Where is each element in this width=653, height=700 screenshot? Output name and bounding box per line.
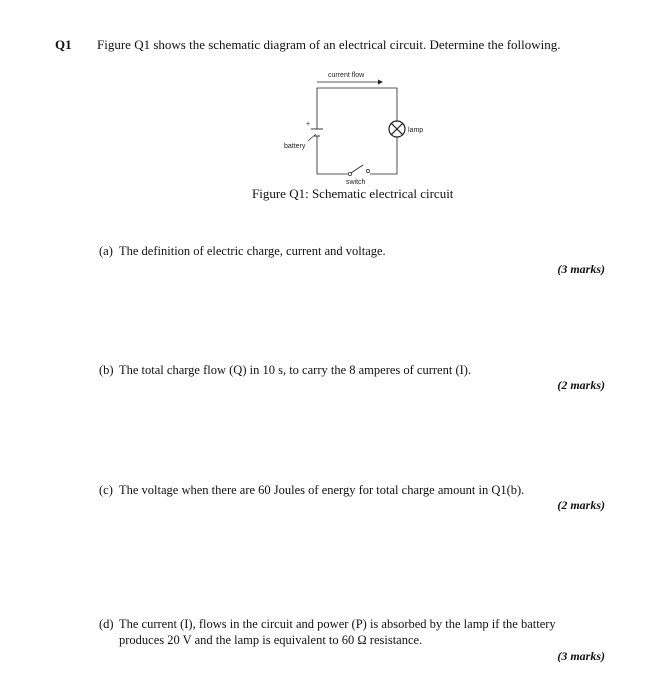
question-intro: Figure Q1 shows the schematic diagram of an electrical circuit. Determine the following. <box>97 37 561 52</box>
switch-lever <box>351 165 363 173</box>
part-a-label: (a) <box>99 244 113 258</box>
switch-contact-right <box>366 169 369 172</box>
battery-pointer <box>308 134 316 141</box>
part-a-marks: (3 marks) <box>557 262 605 276</box>
part-b-label: (b) <box>99 363 114 377</box>
part-b-marks: (2 marks) <box>557 378 605 392</box>
lamp-label: lamp <box>408 127 424 134</box>
current-flow-arrow-head <box>378 80 383 85</box>
battery-label: battery <box>284 143 306 150</box>
switch-label: switch <box>346 179 366 186</box>
circuit-wire-left-bottom <box>317 136 348 174</box>
part-a-text: The definition of electric charge, current and voltage. <box>119 244 386 258</box>
part-c-label: (c) <box>99 483 113 497</box>
part-c <box>99 482 599 498</box>
part-d-text-line1: The current (I), flows in the circuit and power (P) is absorbed by the lamp if the battery <box>119 617 556 631</box>
part-c-marks: (2 marks) <box>557 498 605 512</box>
current-flow-label: current flow <box>328 72 365 79</box>
part-a <box>99 243 599 259</box>
part-c-text: The voltage when there are 60 Joules of energy for total charge amount in Q1(b). <box>119 483 525 497</box>
part-d-marks: (3 marks) <box>557 649 605 663</box>
battery-plus-label: + <box>306 121 311 128</box>
circuit-wire-left-top <box>317 88 397 129</box>
part-d-text-line2: produces 20 V and the lamp is equivalent to 60 Ω resistance. <box>119 633 423 647</box>
question-number: Q1 <box>55 37 72 52</box>
figure-caption: Figure Q1: Schematic electrical circuit <box>252 186 454 201</box>
part-b <box>99 362 599 378</box>
part-b-text: The total charge flow (Q) in 10 s, to carry the 8 amperes of current (I). <box>119 363 472 377</box>
circuit-wire-right-bottom <box>370 137 397 174</box>
part-d <box>99 616 599 648</box>
circuit-diagram <box>270 64 450 194</box>
part-d-label: (d) <box>99 617 114 631</box>
